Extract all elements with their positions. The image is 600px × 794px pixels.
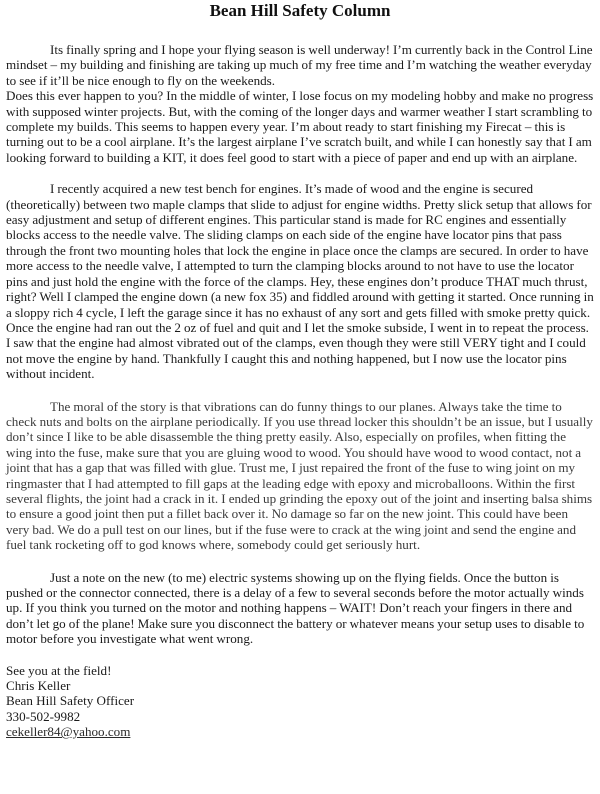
paragraph-winter: Does this ever happen to you? In the middle of winter, I lose focus on my modeling hobby and make no progress with supposed winter projects. But, with the coming of the longer days and warmer weather I start scrambling to complete my builds. This seems to happen every year. I’m about ready to start finishing my Firecat – this is turning out to be a cool airplane. It’s the largest airplane I’ve scratch built, and while I can honestly say that I am looking forward to building a KIT, it does feel good to start with a piece of paper and end up with an airplane. xyxy=(6,88,594,165)
paragraph-test-bench: I recently acquired a new test bench for engines. It’s made of wood and the engine is secured (theoretically) between two maple clamps that slide to adjust for engine widths. Pretty slick setup that allows for easy adjustment and setup of different engines. This particular stand is made for RC engines and essentially blocks access to the needle valve. The sliding clamps on each side of the engine have locator pins that pass through the front two mounting holes that lock the engine in place once the clamps are secured. In order to have more access to the needle valve, I attempted to turn the clamping blocks around to not have to use the locator pins and just hold the engine with the force of the clamps. Hey, these engines don’t produce THAT much thrust, right? Well I clamped the engine down (a new fox 35) and fiddled around with getting it started. Once running in a sloppy rich 4 cycle, I left the garage since it has no exhaust of any sort and gets filled with smoke pretty quick. Once the engine had ran out the 2 oz of fuel and quit and I let the smoke subside, I went in to repeat the process. I saw that the engine had almost vibrated out of the clamps, even though they were still VERY tight and I could not move the engine by hand. Thankfully I caught this and nothing happened, but I now use the locator pins without incident. xyxy=(6,181,594,382)
signature-closing: See you at the field! xyxy=(6,662,112,678)
signature-phone: 330-502-9982 xyxy=(6,708,81,724)
signature-name: Chris Keller xyxy=(6,678,71,694)
page-title: Bean Hill Safety Column xyxy=(209,1,391,20)
paragraph-electric: Just a note on the new (to me) electric systems showing up on the flying fields. Once the button is pushed or the connector connected, there is a delay of a few to several seconds before the motor actually winds up. If you think you turned on the motor and nothing happens – WAIT! Don’t reach your fingers in there and don’t let go of the plane! Make sure you disconnect the battery or whatever means your setup uses to disable to motor before you investigate what went wrong. xyxy=(6,569,585,647)
signature-role: Bean Hill Safety Officer xyxy=(6,693,135,709)
signature-block xyxy=(6,663,594,740)
paragraph-vibrations: The moral of the story is that vibrations can do funny things to our planes. Always take the time to check nuts and bolts on the airplane periodically. If you use thread locker this shouldn’t be an issue, but I usually don’t since I like to be able disassemble the thing pretty easily. Also, especially on profiles, when fitting the wing into the fuse, make sure that you are gluing wood to wood. You should have wood to wood contact, not a joint that has a gap that was filled with glue. Trust me, I just repaired the front of the fuse to wing joint on my ringmaster that I had attempted to fill gaps at the leading edge with epoxy and microballoons. Within the first several flights, the joint had a crack in it. I ended up grinding the epoxy out of the joint and inserting balsa shims to ensure a good joint then put a fillet back over it. No damage so far on the new joint. This could have been very bad. We do a pull test on our lines, but if the fuse were to crack at the wing joint and send the engine and fuel tank rocketing off to god knows where, somebody could get seriously hurt. xyxy=(6,398,593,553)
paragraph-intro: Its finally spring and I hope your flying season is well underway! I’m currently back in the Control Line mindset – my building and finishing are taking up much of my free time and I’m watching the weather everyday to see if it’ll be nice enough to fly on the weekends. xyxy=(6,42,593,88)
signature-email-link[interactable]: cekeller84@yahoo.com xyxy=(6,724,131,740)
